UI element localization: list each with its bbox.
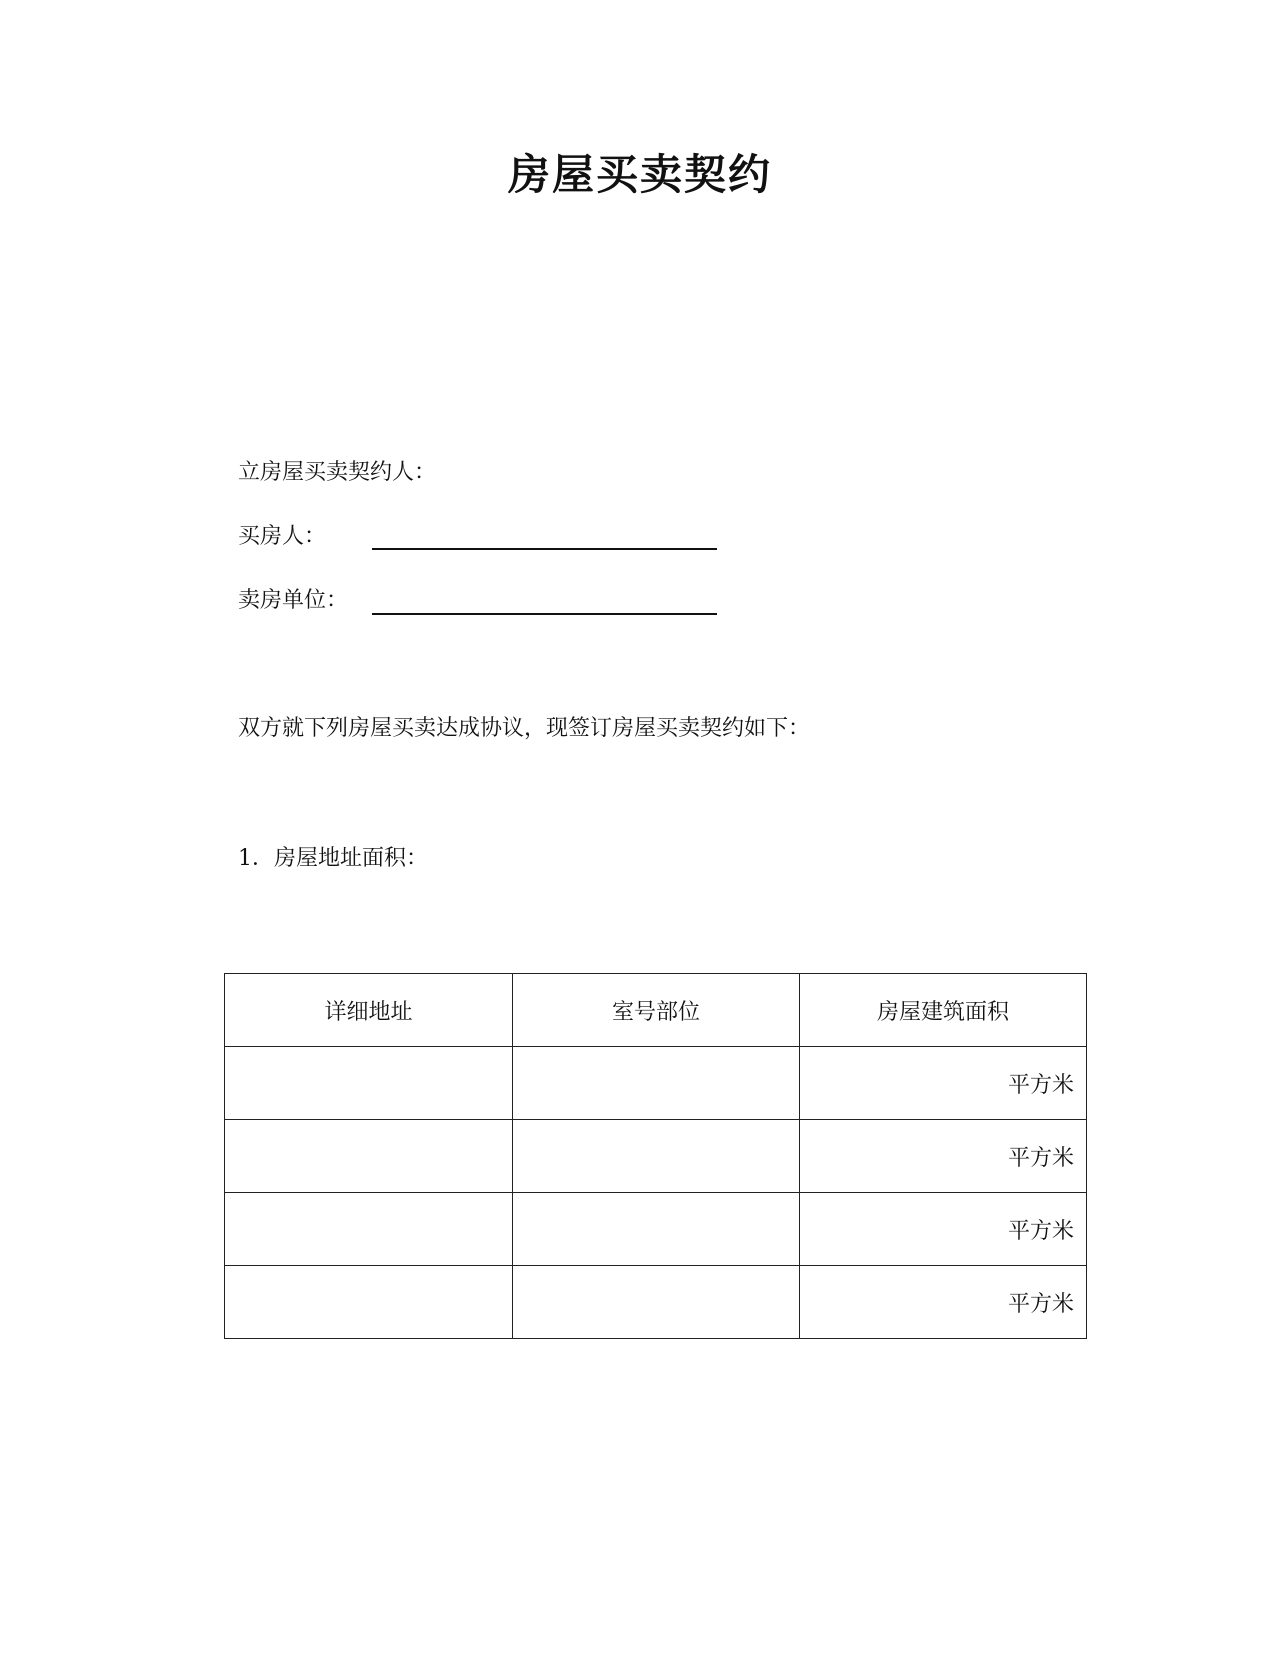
address-cell[interactable] (225, 1047, 513, 1120)
address-cell[interactable] (225, 1266, 513, 1339)
room-cell[interactable] (513, 1266, 800, 1339)
room-cell[interactable] (513, 1047, 800, 1120)
parties-intro: 立房屋买卖契约人： (238, 460, 437, 485)
room-cell[interactable] (513, 1193, 800, 1266)
buyer-label: 买房人： (238, 524, 327, 549)
area-unit-cell: 平方米 (800, 1047, 1087, 1120)
document-title: 房屋买卖契约 (507, 150, 772, 199)
seller-label: 卖房单位： (238, 588, 349, 613)
area-unit-cell: 平方米 (800, 1120, 1087, 1193)
seller-blank-line[interactable] (372, 613, 717, 615)
table-row (225, 1120, 1087, 1193)
table-row (225, 1266, 1087, 1339)
table-row (225, 1193, 1087, 1266)
area-unit-cell: 平方米 (800, 1266, 1087, 1339)
table-row (225, 1047, 1087, 1120)
property-area-table (224, 973, 1087, 1339)
header-address: 详细地址 (225, 974, 513, 1047)
section-1-title: 1．房屋地址面积： (238, 846, 428, 871)
table-header-row (225, 974, 1087, 1047)
address-cell[interactable] (225, 1120, 513, 1193)
header-area: 房屋建筑面积 (800, 974, 1087, 1047)
header-room: 室号部位 (513, 974, 800, 1047)
agreement-statement: 双方就下列房屋买卖达成协议，现签订房屋买卖契约如下： (238, 716, 811, 741)
address-cell[interactable] (225, 1193, 513, 1266)
buyer-blank-line[interactable] (372, 548, 717, 550)
area-unit-cell: 平方米 (800, 1193, 1087, 1266)
room-cell[interactable] (513, 1120, 800, 1193)
